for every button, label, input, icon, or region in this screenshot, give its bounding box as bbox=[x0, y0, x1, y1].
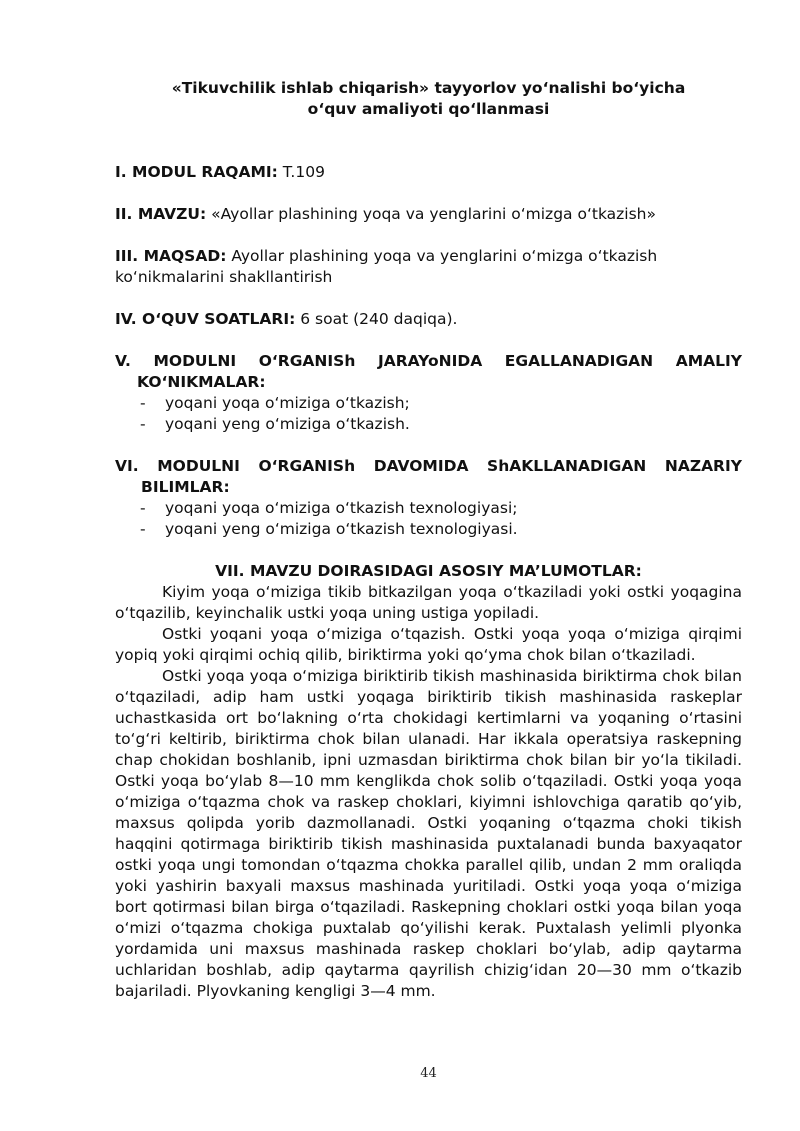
goal-label: III. MAQSAD: bbox=[115, 247, 227, 265]
list-dash: - bbox=[140, 394, 146, 412]
hours-value: 6 soat (240 daqiqa). bbox=[295, 310, 458, 328]
list-dash: - bbox=[140, 415, 146, 433]
list-item-text: yoqani yoqa o‘miziga o‘tkazish; bbox=[165, 394, 410, 412]
skills-list bbox=[115, 393, 742, 435]
goal-value: Ayollar plashining yoqa va yenglarini o‘mizga o‘tkazish ko‘nikmalarini shakllantirish bbox=[115, 247, 658, 286]
hours-section bbox=[115, 309, 742, 330]
knowledge-list bbox=[115, 498, 742, 540]
list-item-text: yoqani yeng o‘miziga o‘tkazish texnologiyasi. bbox=[165, 520, 518, 538]
main-info-heading: VII. MAVZU DOIRASIDAGI ASOSIY MA’LUMOTLAR: bbox=[215, 562, 642, 580]
goal-section bbox=[115, 246, 742, 288]
document-page bbox=[115, 78, 742, 1002]
knowledge-heading-line-2: BILIMLAR: bbox=[141, 478, 230, 496]
list-item bbox=[140, 414, 742, 435]
topic-label: II. MAVZU: bbox=[115, 205, 207, 223]
list-item-text: yoqani yeng o‘miziga o‘tkazish. bbox=[165, 415, 410, 433]
module-number-value: T.109 bbox=[277, 163, 325, 181]
body-paragraph-2: Ostki yoqani yoqa o‘miziga o‘tqazish. Ostki yoqa yoqa o‘miziga qirqimi yopiq yoki qirqimi ochiq qilib, biriktirma yoki qo‘yma chok bilan o‘tkaziladi. bbox=[115, 625, 742, 664]
topic-section bbox=[115, 204, 742, 225]
skills-heading-line-1: V. MODULNI O‘RGANISh JARAYoNIDA EGALLANADIGAN AMALIY bbox=[115, 352, 742, 370]
list-item bbox=[140, 498, 742, 519]
knowledge-heading bbox=[115, 456, 742, 498]
list-item bbox=[140, 519, 742, 540]
list-item-text: yoqani yoqa o‘miziga o‘tkazish texnologiyasi; bbox=[165, 499, 518, 517]
module-number-section bbox=[115, 162, 742, 183]
title-line-1: «Tikuvchilik ishlab chiqarish» tayyorlov yo‘nalishi bo‘yicha bbox=[171, 79, 686, 97]
knowledge-heading-line-1: VI. MODULNI O‘RGANISh DAVOMIDA ShAKLLANADIGAN NAZARIY bbox=[115, 457, 742, 475]
body-paragraph-1: Kiyim yoqa o‘miziga tikib bitkazilgan yoqa o‘tkaziladi yoki ostki yoqagina o‘tqazilib, keyinchalik ustki yoqa uning ustiga yopiladi. bbox=[115, 583, 742, 622]
skills-heading-line-2: KO‘NIKMALAR: bbox=[137, 373, 266, 391]
document-title bbox=[115, 78, 742, 120]
list-dash: - bbox=[140, 499, 146, 517]
list-item bbox=[140, 393, 742, 414]
body-paragraph-3: Ostki yoqa yoqa o‘miziga biriktirib tikish mashinasida biriktirma chok bilan o‘tqaziladi, adip ham ustki yoqaga biriktirib tikish mashinasida raskeplar uchastkasida ort bo‘lakning o‘rta chokidagi kertimlarni va yoqaning o‘rtasini to‘g‘ri keltirib, biriktirma chok bilan ulanadi. Har ikkala operatsiya raskepning chap chokidan boshlanib, ipni uzmasdan biriktirma chok bilan bir yo‘la tikiladi. Ostki yoqa bo‘ylab 8—10 mm kenglikda chok solib o‘tqaziladi. Ostki yoqa yoqa o‘miziga o‘tqazma chok va raskep choklari, kiyimni ishlovchiga qaratib qo‘yib, maxsus qolipda yorib dazmollanadi. Ostki yoqaning o‘tqazma choki tikish haqqini qotirmaga biriktirib tikish mashinasida puxtalanadi bunda baxyaqator ostki yoqa ungi tomondan o‘tqazma chokka parallel qilib, undan 2 mm oraliqda yoki yashirin baxyali maxsus mashinada yuritiladi. Ostki yoqa yoqa o‘miziga bort qotirmasi bilan birga o‘tqaziladi. Raskepning choklari ostki yoqa bilan yoqa o‘mizi o‘tqazma chokiga puxtalab qo‘yilishi kerak. Puxtalash yelimli plyonka yordamida uni maxsus mashinada raskep choklari bo‘ylab, adip qaytarma uchlaridan boshlab, adip qaytarma qayrilish chizig‘idan 20—30 mm o‘tkazib bajariladi. Plyovkaning kengligi 3—4 mm. bbox=[115, 667, 742, 1000]
list-dash: - bbox=[140, 520, 146, 538]
module-number-label: I. MODUL RAQAMI: bbox=[115, 163, 278, 181]
hours-label: IV. O‘QUV SOATLARI: bbox=[115, 310, 296, 328]
title-line-2: o‘quv amaliyoti qo‘llanmasi bbox=[307, 100, 550, 118]
skills-heading bbox=[115, 351, 742, 393]
topic-value: «Ayollar plashining yoqa va yenglarini o‘mizga o‘tkazish» bbox=[206, 205, 656, 223]
page-number: 44 bbox=[420, 1066, 437, 1081]
